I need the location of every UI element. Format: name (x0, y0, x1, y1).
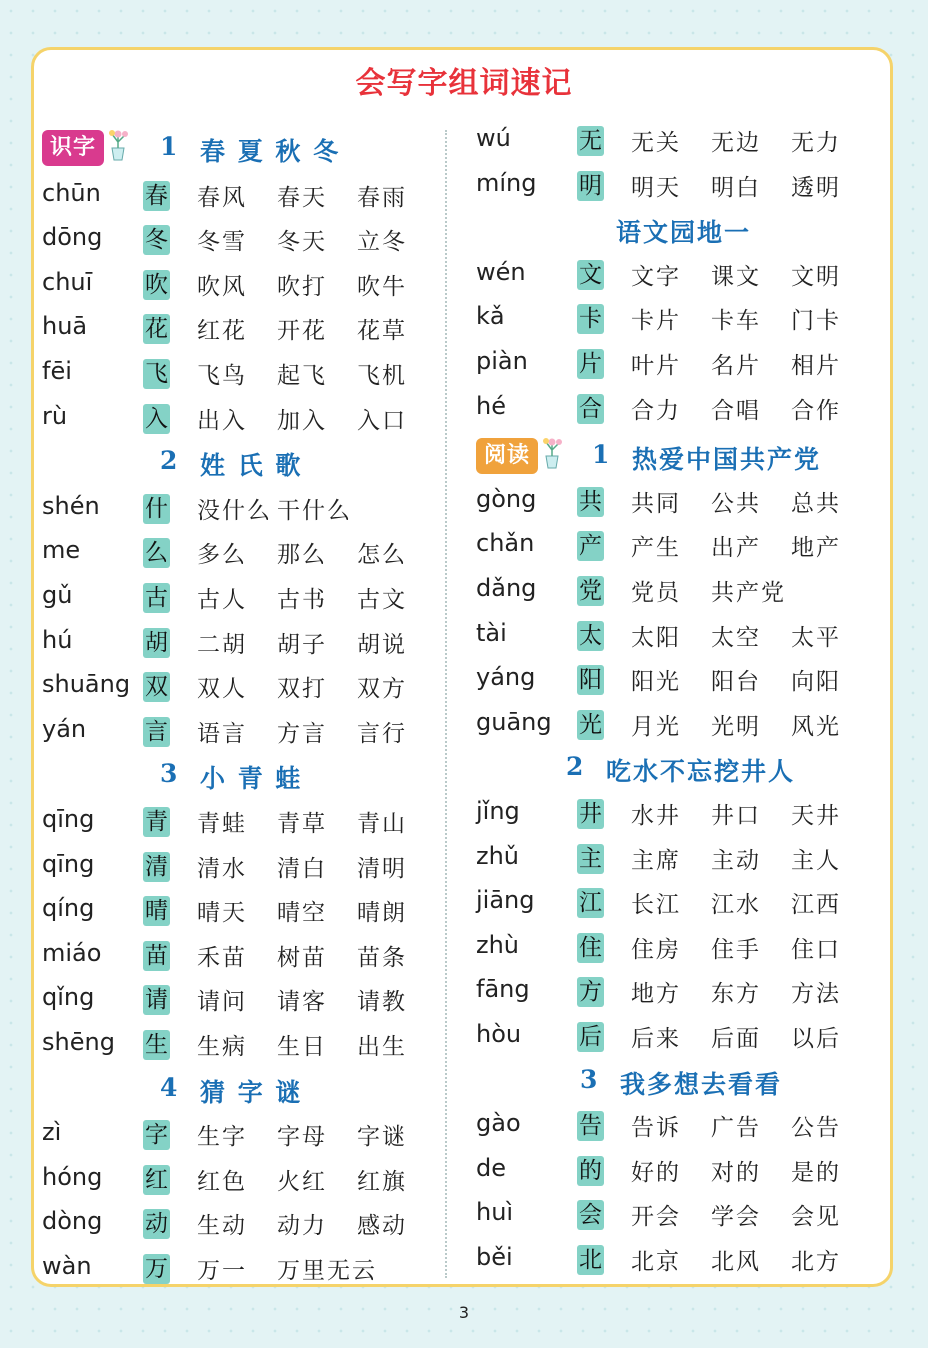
word-2: 井口 (711, 803, 761, 829)
word-1: 禾苗 (197, 944, 247, 971)
word-2: 那么 (277, 542, 327, 569)
character-box: 请 (145, 987, 168, 1014)
section-heading (476, 746, 876, 790)
section-heading (42, 440, 442, 484)
pinyin-label: qíng (42, 894, 95, 923)
pinyin-label: hòu (476, 1020, 522, 1048)
word-row (42, 666, 442, 710)
word-row (476, 254, 876, 298)
word-2: 万里无云 (277, 1258, 377, 1284)
word-row (476, 704, 876, 748)
word-3: 是的 (791, 1159, 841, 1186)
word-2: 公共 (711, 490, 761, 517)
character-box: 万 (145, 1256, 168, 1282)
character-box: 合 (579, 395, 602, 422)
section-number: 2 (160, 446, 178, 476)
word-row (476, 1105, 876, 1149)
pinyin-label: běi (476, 1243, 513, 1271)
pinyin-label: huā (42, 312, 88, 341)
character-box: 的 (579, 1157, 602, 1184)
word-row (476, 882, 876, 926)
pinyin-label: zhù (476, 930, 520, 959)
word-1: 无关 (631, 130, 681, 156)
word-2: 名片 (711, 353, 761, 379)
word-row (42, 577, 442, 621)
pinyin-label: shuāng (42, 670, 131, 699)
word-3: 晴朗 (357, 900, 407, 927)
character-box: 动 (145, 1211, 168, 1238)
pinyin-label: huì (476, 1198, 514, 1227)
word-row (42, 264, 442, 308)
word-1: 产生 (631, 535, 681, 562)
pinyin-label: chūn (42, 178, 101, 207)
word-row (42, 801, 442, 845)
word-2: 学会 (711, 1204, 761, 1231)
word-3: 透明 (791, 174, 841, 201)
pinyin-label: chuī (42, 267, 93, 296)
word-2: 光明 (711, 713, 761, 740)
pinyin-label: tài (476, 618, 507, 647)
character-box: 言 (145, 718, 168, 745)
word-row (476, 343, 876, 387)
word-row (42, 935, 442, 979)
word-row (42, 532, 442, 576)
word-3: 青山 (357, 811, 407, 837)
word-1: 清水 (197, 855, 247, 882)
word-3: 春雨 (357, 184, 407, 211)
word-2: 无边 (711, 130, 761, 156)
word-row (42, 308, 442, 352)
word-3: 吹牛 (357, 273, 407, 300)
word-2: 共产党 (711, 580, 786, 606)
word-row (476, 525, 876, 569)
word-2: 阳台 (711, 669, 761, 696)
word-1: 卡片 (631, 308, 681, 335)
section-name: 春 夏 秋 冬 (200, 137, 341, 166)
word-1: 开会 (631, 1204, 681, 1231)
pinyin-label: hóng (42, 1162, 103, 1191)
word-1: 住房 (631, 936, 681, 963)
word-2: 火红 (277, 1168, 327, 1195)
word-3: 立冬 (357, 229, 407, 256)
word-row (476, 481, 876, 525)
section-badge: 识字 (42, 130, 104, 166)
pinyin-label: shēng (42, 1028, 115, 1056)
word-2: 古书 (277, 587, 327, 613)
character-box: 会 (579, 1202, 602, 1229)
character-box: 青 (145, 809, 168, 835)
word-2: 合唱 (711, 397, 761, 424)
character-box: 入 (145, 405, 168, 432)
pinyin-label: hú (42, 625, 73, 654)
word-1: 合力 (631, 397, 681, 424)
pinyin-label: me (42, 536, 81, 565)
character-box: 方 (579, 979, 602, 1006)
word-2: 太空 (711, 624, 761, 651)
word-3: 怎么 (357, 542, 407, 569)
word-3: 住口 (791, 936, 841, 963)
word-2: 对的 (711, 1159, 761, 1186)
pinyin-label: piàn (476, 347, 528, 375)
section-number: 1 (592, 440, 610, 470)
word-1: 双人 (197, 676, 247, 703)
word-row (476, 971, 876, 1015)
character-box: 党 (579, 578, 602, 604)
word-1: 青蛙 (197, 811, 247, 837)
word-row (42, 353, 442, 397)
word-row (42, 1114, 442, 1158)
pinyin-label: qǐng (42, 983, 95, 1012)
word-3: 无力 (791, 130, 841, 156)
word-3: 古文 (357, 587, 407, 613)
character-box: 胡 (145, 629, 168, 656)
word-3: 主人 (791, 847, 841, 874)
word-3: 会见 (791, 1204, 841, 1231)
word-3: 天井 (791, 803, 841, 829)
section-number: 3 (160, 759, 178, 789)
word-row (476, 615, 876, 659)
character-box: 苗 (145, 942, 168, 969)
character-box: 卡 (579, 306, 602, 333)
word-3: 文明 (791, 263, 841, 290)
word-row (42, 219, 442, 263)
section-number: 1 (160, 132, 178, 161)
word-2: 字母 (277, 1124, 327, 1151)
pinyin-label: wén (476, 257, 526, 286)
pinyin-label: jiāng (476, 886, 535, 915)
word-1: 长江 (631, 892, 681, 919)
word-3: 相片 (791, 353, 841, 379)
word-3: 言行 (357, 720, 407, 747)
word-2: 干什么 (277, 497, 352, 524)
pinyin-label: guāng (476, 707, 552, 736)
pinyin-label: gǔ (42, 581, 73, 609)
character-box: 光 (579, 711, 602, 738)
character-box: 江 (579, 890, 602, 917)
word-2: 出产 (711, 535, 761, 562)
word-3: 花草 (357, 318, 407, 345)
word-1: 水井 (631, 803, 681, 829)
word-2: 动力 (277, 1213, 327, 1240)
section-name: 猜 字 谜 (200, 1077, 303, 1107)
word-3: 风光 (791, 713, 841, 740)
word-2: 开花 (277, 318, 327, 345)
character-box: 主 (579, 845, 602, 872)
word-3: 双方 (357, 676, 407, 703)
section-name: 我多想去看看 (620, 1069, 783, 1099)
word-2: 树苗 (277, 944, 327, 971)
word-2: 冬天 (277, 229, 327, 256)
pinyin-label: dōng (42, 223, 103, 252)
word-1: 告诉 (631, 1115, 681, 1142)
character-box: 么 (145, 540, 168, 567)
flower-vase-icon (104, 128, 132, 162)
word-row (42, 398, 442, 442)
word-3: 请教 (357, 989, 407, 1016)
pinyin-label: gòng (476, 484, 537, 513)
pinyin-label: chǎn (476, 529, 535, 558)
word-2: 起飞 (277, 363, 327, 389)
word-3: 总共 (791, 490, 841, 517)
word-1: 文字 (631, 263, 681, 290)
section-badge: 阅读 (476, 438, 538, 474)
character-box: 晴 (145, 898, 168, 925)
word-2: 青草 (277, 811, 327, 837)
character-box: 片 (579, 351, 602, 377)
pinyin-label: jǐng (476, 797, 520, 825)
word-3: 向阳 (791, 669, 841, 696)
character-box: 北 (579, 1247, 602, 1273)
word-3: 北方 (791, 1249, 841, 1275)
word-1: 叶片 (631, 353, 681, 379)
pinyin-label: wàn (42, 1252, 92, 1280)
section-heading (42, 1067, 442, 1111)
word-2: 清白 (277, 855, 327, 882)
word-1: 生字 (197, 1124, 247, 1151)
character-box: 春 (145, 182, 168, 209)
word-3: 字谜 (357, 1124, 407, 1151)
word-2: 请客 (277, 989, 327, 1016)
word-1: 出入 (197, 407, 247, 434)
word-1: 没什么 (197, 497, 272, 524)
pinyin-label: zì (42, 1118, 62, 1147)
word-row (42, 1248, 442, 1292)
character-box: 井 (579, 801, 602, 827)
pinyin-label: dǎng (476, 574, 537, 602)
word-1: 语言 (197, 720, 247, 747)
character-box: 红 (145, 1166, 168, 1193)
word-2: 北风 (711, 1249, 761, 1275)
section-heading (476, 207, 876, 251)
word-3: 方法 (791, 981, 841, 1008)
page-title: 会写字组词速记 (355, 66, 573, 101)
word-1: 月光 (631, 713, 681, 740)
word-2: 晴空 (277, 900, 327, 927)
word-row (42, 846, 442, 890)
word-row (476, 1194, 876, 1238)
section-number: 4 (160, 1072, 178, 1102)
character-box: 花 (145, 316, 168, 343)
pinyin-label: fāng (476, 975, 530, 1004)
word-1: 红色 (197, 1168, 247, 1195)
word-2: 主动 (711, 847, 761, 874)
word-row (476, 1016, 876, 1060)
character-box: 产 (579, 533, 602, 560)
word-1: 地方 (631, 981, 681, 1008)
word-row (476, 388, 876, 432)
word-1: 多么 (197, 542, 247, 569)
word-1: 后来 (631, 1026, 681, 1052)
section-number: 2 (566, 752, 584, 782)
word-row (476, 165, 876, 209)
word-2: 卡车 (711, 308, 761, 335)
word-1: 太阳 (631, 624, 681, 651)
word-1: 明天 (631, 174, 681, 201)
pinyin-label: qīng (42, 805, 95, 833)
word-3: 地产 (791, 535, 841, 562)
word-2: 加入 (277, 407, 327, 434)
pinyin-label: zhǔ (476, 841, 520, 870)
flower-vase-icon (538, 436, 566, 470)
section-name: 语文园地一 (616, 218, 752, 248)
word-row (476, 927, 876, 971)
word-row (42, 622, 442, 666)
word-1: 党员 (631, 580, 681, 606)
character-box: 太 (579, 622, 602, 649)
section-name: 吃水不忘挖井人 (606, 757, 796, 787)
word-1: 晴天 (197, 900, 247, 927)
pinyin-label: yán (42, 714, 87, 743)
word-3: 合作 (791, 397, 841, 424)
section-heading (42, 753, 442, 797)
word-row (476, 1150, 876, 1194)
word-row (476, 1239, 876, 1283)
word-3: 红旗 (357, 1168, 407, 1195)
word-row (476, 793, 876, 837)
word-3: 入口 (357, 407, 407, 434)
pinyin-label: de (476, 1153, 506, 1182)
character-box: 明 (579, 172, 602, 199)
pinyin-label: kǎ (476, 302, 505, 331)
word-1: 二胡 (197, 631, 247, 658)
word-1: 请问 (197, 989, 247, 1016)
word-row (42, 890, 442, 934)
word-2: 住手 (711, 936, 761, 963)
word-2: 方言 (277, 720, 327, 747)
word-1: 主席 (631, 847, 681, 874)
section-heading (42, 126, 442, 170)
word-3: 苗条 (357, 944, 407, 971)
section-heading (476, 1059, 876, 1103)
page-number: 3 (458, 1303, 470, 1322)
word-1: 好的 (631, 1159, 681, 1186)
word-2: 课文 (711, 263, 761, 290)
word-1: 北京 (631, 1249, 681, 1275)
word-2: 吹打 (277, 273, 327, 300)
character-box: 后 (579, 1024, 602, 1050)
section-heading (476, 434, 876, 478)
word-1: 春风 (197, 184, 247, 211)
character-box: 什 (145, 495, 168, 522)
word-2: 生日 (277, 1034, 327, 1060)
character-box: 冬 (145, 227, 168, 254)
word-1: 古人 (197, 587, 247, 613)
word-2: 春天 (277, 184, 327, 211)
word-1: 阳光 (631, 669, 681, 696)
character-box: 住 (579, 934, 602, 961)
word-row (476, 570, 876, 614)
character-box: 吹 (145, 271, 168, 298)
word-row (42, 711, 442, 755)
character-box: 飞 (145, 361, 168, 387)
character-box: 告 (579, 1113, 602, 1140)
word-3: 门卡 (791, 308, 841, 335)
word-1: 共同 (631, 490, 681, 517)
section-name: 小 青 蛙 (200, 764, 303, 794)
word-3: 飞机 (357, 363, 407, 389)
word-row (476, 659, 876, 703)
section-name: 热爱中国共产党 (632, 445, 822, 475)
pinyin-label: míng (476, 168, 537, 197)
character-box: 生 (145, 1032, 168, 1058)
word-2: 江水 (711, 892, 761, 919)
word-1: 吹风 (197, 273, 247, 300)
word-row (42, 175, 442, 219)
word-row (476, 120, 876, 164)
character-box: 清 (145, 853, 168, 880)
character-box: 阳 (579, 667, 602, 694)
pinyin-label: shén (42, 491, 100, 520)
word-3: 以后 (791, 1026, 841, 1052)
word-3: 江西 (791, 892, 841, 919)
word-2: 东方 (711, 981, 761, 1008)
character-box: 共 (579, 488, 602, 515)
pinyin-label: miáo (42, 938, 102, 967)
character-box: 古 (145, 585, 168, 611)
character-box: 字 (145, 1122, 168, 1149)
section-name: 姓 氏 歌 (200, 451, 303, 481)
word-row (42, 979, 442, 1023)
word-2: 广告 (711, 1115, 761, 1142)
character-box: 文 (579, 261, 602, 288)
pinyin-label: wú (476, 124, 511, 152)
pinyin-label: hé (476, 391, 506, 420)
word-1: 冬雪 (197, 229, 247, 256)
character-box: 双 (145, 674, 168, 701)
character-box: 无 (579, 128, 602, 154)
word-row (476, 838, 876, 882)
word-2: 双打 (277, 676, 327, 703)
word-3: 感动 (357, 1213, 407, 1240)
pinyin-label: dòng (42, 1207, 103, 1236)
pinyin-label: yáng (476, 663, 536, 692)
word-row (42, 1024, 442, 1068)
word-3: 公告 (791, 1115, 841, 1142)
word-3: 清明 (357, 855, 407, 882)
word-2: 后面 (711, 1026, 761, 1052)
pinyin-label: rù (42, 401, 68, 430)
word-1: 生动 (197, 1213, 247, 1240)
word-row (42, 1159, 442, 1203)
word-3: 太平 (791, 624, 841, 651)
word-row (476, 298, 876, 342)
word-1: 红花 (197, 318, 247, 345)
word-3: 胡说 (357, 631, 407, 658)
word-1: 生病 (197, 1034, 247, 1060)
column-divider (445, 130, 447, 1278)
word-1: 飞鸟 (197, 363, 247, 389)
word-2: 明白 (711, 174, 761, 201)
word-2: 胡子 (277, 631, 327, 658)
word-3: 出生 (357, 1034, 407, 1060)
pinyin-label: fēi (42, 357, 72, 385)
pinyin-label: qīng (42, 849, 95, 878)
section-number: 3 (580, 1064, 598, 1094)
word-row (42, 488, 442, 532)
word-1: 万一 (197, 1258, 247, 1284)
pinyin-label: gào (476, 1109, 521, 1138)
word-row (42, 1203, 442, 1247)
